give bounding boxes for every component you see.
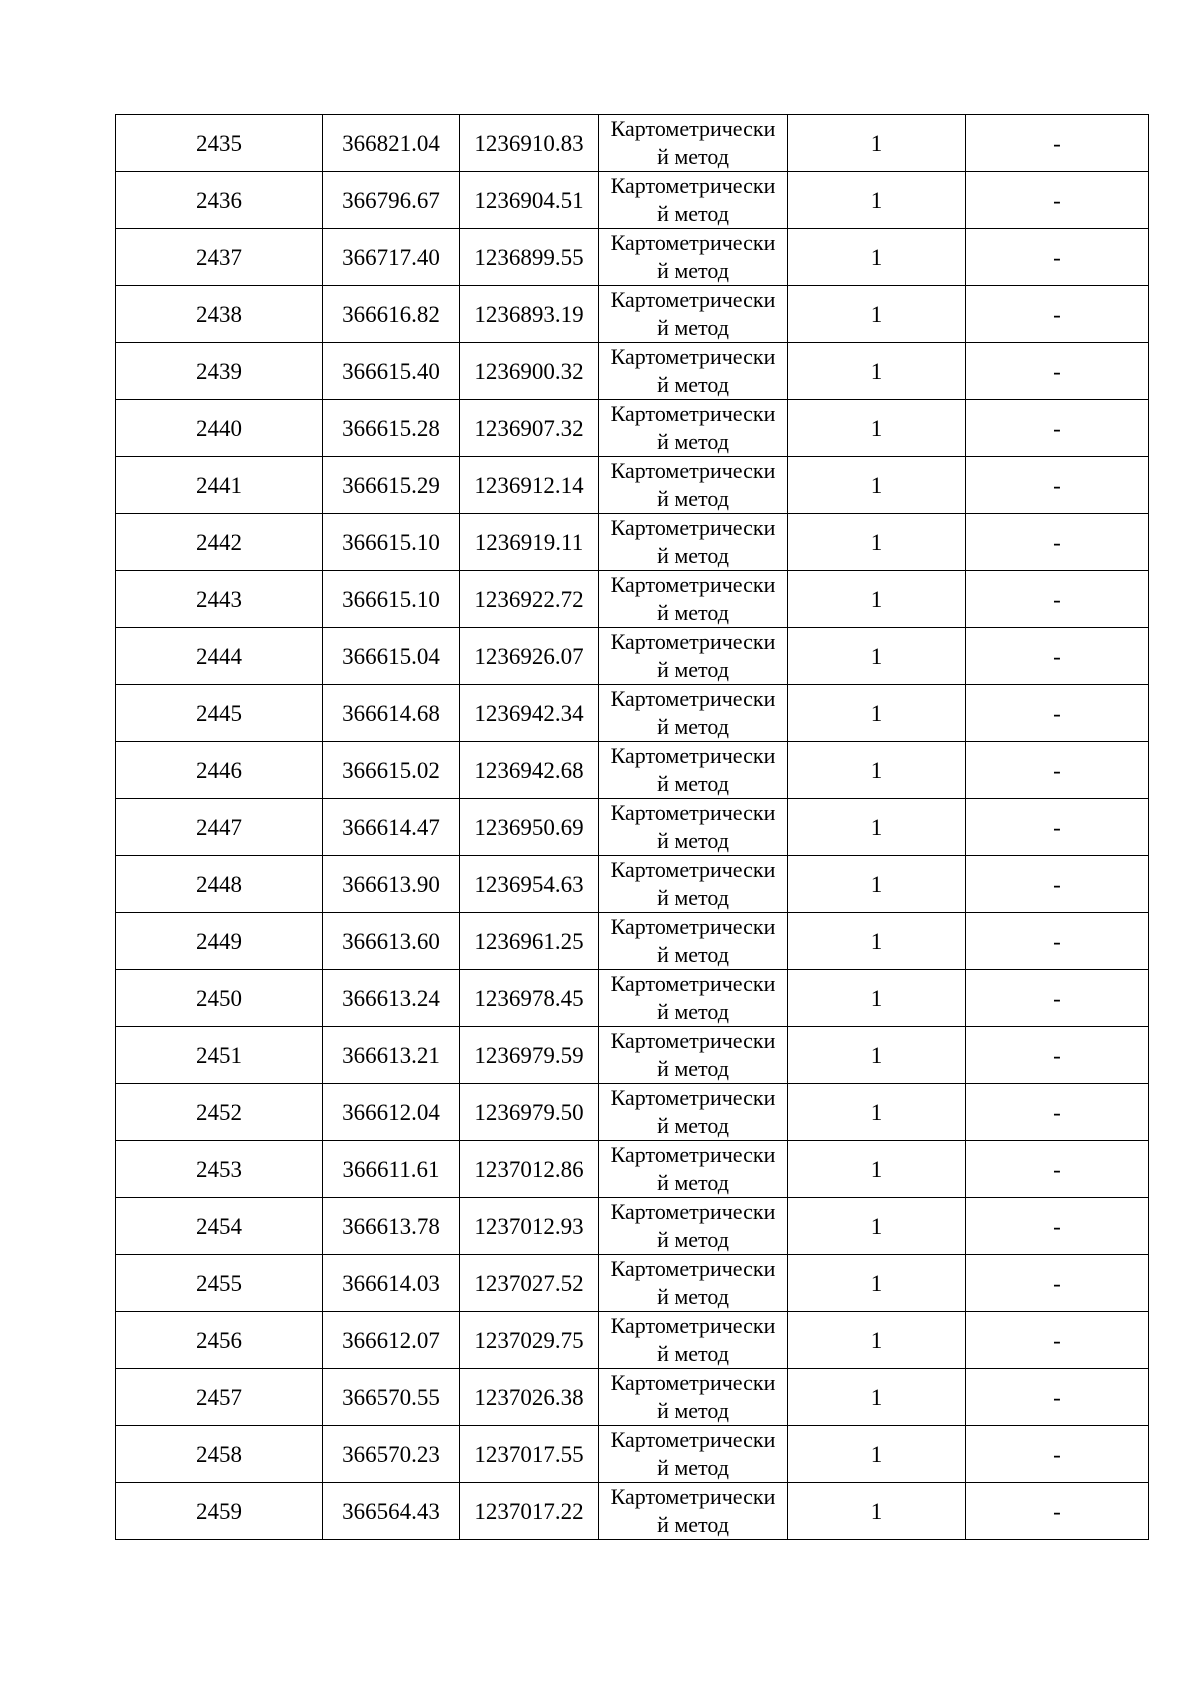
method-cell xyxy=(599,343,788,400)
x-coordinate-cell: 366570.55 xyxy=(323,1369,460,1426)
table-row xyxy=(116,571,1149,628)
note-cell: - xyxy=(966,1084,1149,1141)
method-text-line-1: Картометрически xyxy=(610,1142,776,1167)
point-number-cell: 2444 xyxy=(116,628,323,685)
y-coordinate-cell: 1236961.25 xyxy=(460,913,599,970)
accuracy-cell: 1 xyxy=(788,286,966,343)
table-row xyxy=(116,229,1149,286)
y-coordinate-cell: 1237017.55 xyxy=(460,1426,599,1483)
table-row xyxy=(116,1369,1149,1426)
x-coordinate-cell: 366613.90 xyxy=(323,856,460,913)
note-cell: - xyxy=(966,742,1149,799)
point-number-cell: 2450 xyxy=(116,970,323,1027)
method-cell xyxy=(599,856,788,913)
table-row xyxy=(116,1426,1149,1483)
method-text-line-1: Картометрически xyxy=(610,116,776,141)
accuracy-cell: 1 xyxy=(788,1141,966,1198)
y-coordinate-cell: 1237027.52 xyxy=(460,1255,599,1312)
method-text-line-2: й метод xyxy=(657,600,729,625)
table-row xyxy=(116,799,1149,856)
note-cell: - xyxy=(966,343,1149,400)
method-cell xyxy=(599,970,788,1027)
x-coordinate-cell: 366614.47 xyxy=(323,799,460,856)
method-text-line-1: Картометрически xyxy=(610,1484,776,1509)
method-text-line-1: Картометрически xyxy=(610,1370,776,1395)
method-cell xyxy=(599,1198,788,1255)
method-cell xyxy=(599,742,788,799)
accuracy-cell: 1 xyxy=(788,685,966,742)
x-coordinate-cell: 366613.60 xyxy=(323,913,460,970)
method-text-line-1: Картометрически xyxy=(610,230,776,255)
note-cell: - xyxy=(966,685,1149,742)
accuracy-cell: 1 xyxy=(788,1426,966,1483)
x-coordinate-cell: 366613.78 xyxy=(323,1198,460,1255)
point-number-cell: 2439 xyxy=(116,343,323,400)
method-text-line-2: й метод xyxy=(657,885,729,910)
note-cell: - xyxy=(966,1027,1149,1084)
method-cell xyxy=(599,628,788,685)
note-cell: - xyxy=(966,172,1149,229)
note-cell: - xyxy=(966,1312,1149,1369)
x-coordinate-cell: 366821.04 xyxy=(323,115,460,172)
note-cell: - xyxy=(966,856,1149,913)
x-coordinate-cell: 366613.21 xyxy=(323,1027,460,1084)
note-cell: - xyxy=(966,1426,1149,1483)
accuracy-cell: 1 xyxy=(788,514,966,571)
method-cell xyxy=(599,1426,788,1483)
table-row xyxy=(116,1141,1149,1198)
y-coordinate-cell: 1237012.93 xyxy=(460,1198,599,1255)
table-row xyxy=(116,115,1149,172)
method-text-line-2: й метод xyxy=(657,1512,729,1537)
note-cell: - xyxy=(966,970,1149,1027)
y-coordinate-cell: 1236978.45 xyxy=(460,970,599,1027)
method-text-line-2: й метод xyxy=(657,1284,729,1309)
note-cell: - xyxy=(966,1369,1149,1426)
y-coordinate-cell: 1236942.68 xyxy=(460,742,599,799)
method-text-line-2: й метод xyxy=(657,1398,729,1423)
y-coordinate-cell: 1236899.55 xyxy=(460,229,599,286)
table-row xyxy=(116,1255,1149,1312)
method-text-line-2: й метод xyxy=(657,201,729,226)
table-row xyxy=(116,514,1149,571)
method-cell xyxy=(599,514,788,571)
table-row xyxy=(116,742,1149,799)
method-text-line-2: й метод xyxy=(657,486,729,511)
method-text-line-1: Картометрически xyxy=(610,572,776,597)
y-coordinate-cell: 1236979.59 xyxy=(460,1027,599,1084)
table-body xyxy=(116,115,1149,1540)
y-coordinate-cell: 1237017.22 xyxy=(460,1483,599,1540)
y-coordinate-cell: 1236922.72 xyxy=(460,571,599,628)
accuracy-cell: 1 xyxy=(788,172,966,229)
accuracy-cell: 1 xyxy=(788,400,966,457)
x-coordinate-cell: 366613.24 xyxy=(323,970,460,1027)
method-cell xyxy=(599,799,788,856)
method-cell xyxy=(599,1141,788,1198)
method-text-line-1: Картометрически xyxy=(610,344,776,369)
method-text-line-1: Картометрически xyxy=(610,1427,776,1452)
point-number-cell: 2443 xyxy=(116,571,323,628)
y-coordinate-cell: 1236912.14 xyxy=(460,457,599,514)
method-cell xyxy=(599,685,788,742)
table-row xyxy=(116,1483,1149,1540)
x-coordinate-cell: 366615.10 xyxy=(323,571,460,628)
note-cell: - xyxy=(966,286,1149,343)
method-text-line-1: Картометрически xyxy=(610,173,776,198)
accuracy-cell: 1 xyxy=(788,913,966,970)
method-text-line-1: Картометрически xyxy=(610,401,776,426)
point-number-cell: 2437 xyxy=(116,229,323,286)
method-text-line-1: Картометрически xyxy=(610,743,776,768)
y-coordinate-cell: 1236954.63 xyxy=(460,856,599,913)
point-number-cell: 2441 xyxy=(116,457,323,514)
method-text-line-1: Картометрически xyxy=(610,857,776,882)
method-text-line-2: й метод xyxy=(657,1113,729,1138)
point-number-cell: 2435 xyxy=(116,115,323,172)
x-coordinate-cell: 366615.29 xyxy=(323,457,460,514)
method-text-line-2: й метод xyxy=(657,429,729,454)
method-cell xyxy=(599,1369,788,1426)
x-coordinate-cell: 366564.43 xyxy=(323,1483,460,1540)
method-text-line-1: Картометрически xyxy=(610,800,776,825)
method-text-line-2: й метод xyxy=(657,999,729,1024)
method-text-line-2: й метод xyxy=(657,543,729,568)
note-cell: - xyxy=(966,115,1149,172)
method-text-line-1: Картометрически xyxy=(610,971,776,996)
x-coordinate-cell: 366615.40 xyxy=(323,343,460,400)
method-text-line-2: й метод xyxy=(657,657,729,682)
method-text-line-1: Картометрически xyxy=(610,1085,776,1110)
method-cell xyxy=(599,286,788,343)
accuracy-cell: 1 xyxy=(788,1198,966,1255)
method-cell xyxy=(599,400,788,457)
x-coordinate-cell: 366614.03 xyxy=(323,1255,460,1312)
method-text-line-1: Картометрически xyxy=(610,914,776,939)
method-text-line-1: Картометрически xyxy=(610,1199,776,1224)
y-coordinate-cell: 1236919.11 xyxy=(460,514,599,571)
note-cell: - xyxy=(966,1198,1149,1255)
table-row xyxy=(116,628,1149,685)
method-cell xyxy=(599,913,788,970)
point-number-cell: 2458 xyxy=(116,1426,323,1483)
note-cell: - xyxy=(966,628,1149,685)
table-row xyxy=(116,400,1149,457)
y-coordinate-cell: 1236926.07 xyxy=(460,628,599,685)
method-text-line-1: Картометрически xyxy=(610,1028,776,1053)
point-number-cell: 2446 xyxy=(116,742,323,799)
note-cell: - xyxy=(966,457,1149,514)
method-text-line-1: Картометрически xyxy=(610,1313,776,1338)
point-number-cell: 2438 xyxy=(116,286,323,343)
method-text-line-2: й метод xyxy=(657,714,729,739)
accuracy-cell: 1 xyxy=(788,571,966,628)
x-coordinate-cell: 366796.67 xyxy=(323,172,460,229)
x-coordinate-cell: 366570.23 xyxy=(323,1426,460,1483)
point-number-cell: 2453 xyxy=(116,1141,323,1198)
table-row xyxy=(116,1027,1149,1084)
y-coordinate-cell: 1236910.83 xyxy=(460,115,599,172)
method-text-line-1: Картометрически xyxy=(610,1256,776,1281)
accuracy-cell: 1 xyxy=(788,115,966,172)
method-cell xyxy=(599,1255,788,1312)
method-text-line-2: й метод xyxy=(657,1227,729,1252)
y-coordinate-cell: 1237029.75 xyxy=(460,1312,599,1369)
point-number-cell: 2442 xyxy=(116,514,323,571)
table-row xyxy=(116,286,1149,343)
method-text-line-2: й метод xyxy=(657,1056,729,1081)
method-text-line-2: й метод xyxy=(657,828,729,853)
method-cell xyxy=(599,571,788,628)
table-row xyxy=(116,1084,1149,1141)
y-coordinate-cell: 1237012.86 xyxy=(460,1141,599,1198)
y-coordinate-cell: 1236904.51 xyxy=(460,172,599,229)
accuracy-cell: 1 xyxy=(788,229,966,286)
x-coordinate-cell: 366615.02 xyxy=(323,742,460,799)
method-text-line-2: й метод xyxy=(657,258,729,283)
point-number-cell: 2448 xyxy=(116,856,323,913)
table-row xyxy=(116,970,1149,1027)
x-coordinate-cell: 366614.68 xyxy=(323,685,460,742)
coordinates-table xyxy=(115,114,1149,1540)
method-cell xyxy=(599,1312,788,1369)
accuracy-cell: 1 xyxy=(788,343,966,400)
accuracy-cell: 1 xyxy=(788,1255,966,1312)
method-text-line-1: Картометрически xyxy=(610,458,776,483)
point-number-cell: 2451 xyxy=(116,1027,323,1084)
method-text-line-2: й метод xyxy=(657,144,729,169)
method-text-line-1: Картометрически xyxy=(610,287,776,312)
table-row xyxy=(116,343,1149,400)
accuracy-cell: 1 xyxy=(788,628,966,685)
point-number-cell: 2454 xyxy=(116,1198,323,1255)
point-number-cell: 2452 xyxy=(116,1084,323,1141)
point-number-cell: 2440 xyxy=(116,400,323,457)
x-coordinate-cell: 366612.04 xyxy=(323,1084,460,1141)
method-cell xyxy=(599,1027,788,1084)
accuracy-cell: 1 xyxy=(788,457,966,514)
accuracy-cell: 1 xyxy=(788,1483,966,1540)
table-row xyxy=(116,1198,1149,1255)
accuracy-cell: 1 xyxy=(788,1084,966,1141)
table-row xyxy=(116,913,1149,970)
y-coordinate-cell: 1236907.32 xyxy=(460,400,599,457)
table-row xyxy=(116,172,1149,229)
method-cell xyxy=(599,229,788,286)
y-coordinate-cell: 1236893.19 xyxy=(460,286,599,343)
x-coordinate-cell: 366611.61 xyxy=(323,1141,460,1198)
table-row xyxy=(116,685,1149,742)
x-coordinate-cell: 366615.10 xyxy=(323,514,460,571)
method-text-line-2: й метод xyxy=(657,1341,729,1366)
accuracy-cell: 1 xyxy=(788,1027,966,1084)
method-cell xyxy=(599,1483,788,1540)
y-coordinate-cell: 1236900.32 xyxy=(460,343,599,400)
method-cell xyxy=(599,172,788,229)
x-coordinate-cell: 366615.28 xyxy=(323,400,460,457)
table-row xyxy=(116,1312,1149,1369)
x-coordinate-cell: 366616.82 xyxy=(323,286,460,343)
accuracy-cell: 1 xyxy=(788,1312,966,1369)
point-number-cell: 2455 xyxy=(116,1255,323,1312)
note-cell: - xyxy=(966,913,1149,970)
accuracy-cell: 1 xyxy=(788,1369,966,1426)
note-cell: - xyxy=(966,400,1149,457)
note-cell: - xyxy=(966,1141,1149,1198)
accuracy-cell: 1 xyxy=(788,742,966,799)
point-number-cell: 2447 xyxy=(116,799,323,856)
note-cell: - xyxy=(966,1255,1149,1312)
note-cell: - xyxy=(966,571,1149,628)
point-number-cell: 2449 xyxy=(116,913,323,970)
point-number-cell: 2445 xyxy=(116,685,323,742)
note-cell: - xyxy=(966,514,1149,571)
y-coordinate-cell: 1236979.50 xyxy=(460,1084,599,1141)
method-text-line-1: Картометрически xyxy=(610,515,776,540)
y-coordinate-cell: 1236942.34 xyxy=(460,685,599,742)
method-text-line-2: й метод xyxy=(657,315,729,340)
method-text-line-2: й метод xyxy=(657,372,729,397)
note-cell: - xyxy=(966,799,1149,856)
method-text-line-1: Картометрически xyxy=(610,629,776,654)
y-coordinate-cell: 1236950.69 xyxy=(460,799,599,856)
table-row xyxy=(116,856,1149,913)
table-row xyxy=(116,457,1149,514)
method-text-line-2: й метод xyxy=(657,1455,729,1480)
point-number-cell: 2459 xyxy=(116,1483,323,1540)
method-text-line-2: й метод xyxy=(657,1170,729,1195)
x-coordinate-cell: 366717.40 xyxy=(323,229,460,286)
method-cell xyxy=(599,457,788,514)
accuracy-cell: 1 xyxy=(788,799,966,856)
point-number-cell: 2457 xyxy=(116,1369,323,1426)
note-cell: - xyxy=(966,1483,1149,1540)
accuracy-cell: 1 xyxy=(788,856,966,913)
note-cell: - xyxy=(966,229,1149,286)
method-cell xyxy=(599,1084,788,1141)
method-text-line-1: Картометрически xyxy=(610,686,776,711)
point-number-cell: 2436 xyxy=(116,172,323,229)
accuracy-cell: 1 xyxy=(788,970,966,1027)
y-coordinate-cell: 1237026.38 xyxy=(460,1369,599,1426)
method-text-line-2: й метод xyxy=(657,771,729,796)
method-text-line-2: й метод xyxy=(657,942,729,967)
point-number-cell: 2456 xyxy=(116,1312,323,1369)
x-coordinate-cell: 366612.07 xyxy=(323,1312,460,1369)
x-coordinate-cell: 366615.04 xyxy=(323,628,460,685)
method-cell xyxy=(599,115,788,172)
